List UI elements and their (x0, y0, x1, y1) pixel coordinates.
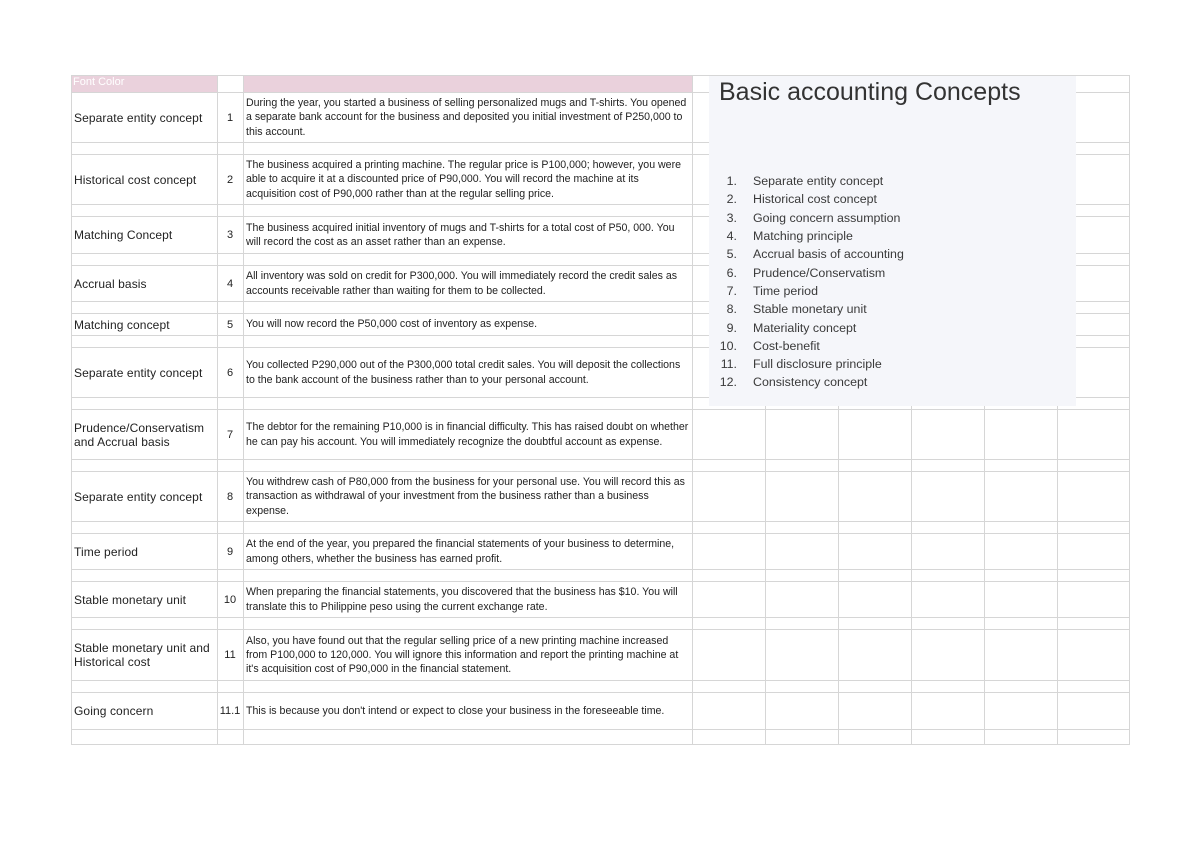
list-item (709, 172, 1076, 190)
row-line (71, 744, 1130, 745)
column-line (692, 75, 693, 745)
list-item-text: Accrual basis of accounting (753, 247, 904, 262)
list-item-number: 1. (726, 174, 737, 189)
list-item (709, 318, 1076, 336)
list-item-number: 10. (719, 338, 737, 353)
list-item (709, 227, 1076, 245)
list-item-text: Historical cost concept (753, 192, 877, 207)
number-cell[interactable]: 8 (226, 490, 234, 503)
list-item (709, 245, 1076, 263)
list-item (709, 337, 1076, 355)
number-cell[interactable]: 9 (226, 545, 234, 558)
concept-cell[interactable]: Going concern (74, 704, 154, 718)
list-item (709, 190, 1076, 208)
row-line (71, 680, 1130, 681)
number-cell[interactable]: 6 (226, 366, 234, 379)
list-item-number: 7. (726, 283, 737, 298)
concept-cell[interactable]: Prudence/Conservatism and Accrual basis (74, 420, 205, 449)
list-item-number: 11. (720, 357, 737, 372)
list-item-number: 5. (726, 247, 737, 262)
description-cell[interactable]: The business acquired a printing machine. The regular price is P100,000; however, you were able to acquire it at a discounted price of P90,000. You will record the machine at its acquisition cost of P90,000 rather than at the regular selling price. (246, 159, 681, 200)
list-item (709, 209, 1076, 227)
list-item-number: 8. (726, 302, 737, 317)
description-cell[interactable]: The debtor for the remaining P10,000 is in financial difficulty. This has raised doubt on whether he can pay his account. You will immediately recognize the doubtful account as expense. (246, 421, 689, 448)
concept-cell[interactable]: Historical cost concept (74, 172, 197, 187)
list-item-text: Full disclosure principle (753, 357, 882, 372)
list-item-text: Separate entity concept (753, 174, 884, 189)
column-line (1129, 75, 1130, 745)
header-cell-description[interactable] (244, 75, 692, 92)
header-label: Font Color (73, 76, 125, 88)
number-cell[interactable]: 7 (226, 428, 234, 441)
number-cell[interactable]: 4 (226, 277, 234, 290)
description-cell[interactable]: This is because you don't intend or expect to close your business in the foreseeable time. (246, 704, 665, 717)
list-item-number: 2. (726, 192, 737, 207)
description-cell[interactable]: All inventory was sold on credit for P300,000. You will immediately record the credit sales as accounts receivable rather than waiting for them to be collected. (246, 270, 678, 297)
list-item-text: Consistency concept (753, 375, 868, 390)
description-cell[interactable]: At the end of the year, you prepared the financial statements of your business to determine, among others, whether the business has earned profit. (246, 538, 675, 565)
description-cell[interactable]: When preparing the financial statements, you discovered that the business has $10. You will translate this to Philippine peso using the current exchange rate. (246, 586, 678, 613)
concepts-text-box[interactable] (709, 76, 1076, 406)
row-line (71, 521, 1130, 522)
description-cell[interactable]: You will now record the P50,000 cost of inventory as expense. (246, 318, 538, 331)
list-item-text: Cost-benefit (753, 338, 820, 353)
list-item (709, 300, 1076, 318)
list-item-text: Prudence/Conservatism (753, 265, 886, 280)
number-cell[interactable]: 11.1 (219, 705, 241, 717)
column-line (243, 75, 244, 745)
concept-cell[interactable]: Stable monetary unit and Historical cost (74, 641, 210, 669)
concept-cell[interactable]: Separate entity concept (74, 110, 203, 125)
list-item-number: 12. (719, 375, 737, 390)
concept-cell[interactable]: Time period (74, 544, 139, 559)
description-cell[interactable]: You collected P290,000 out of the P300,000 total credit sales. You will deposit the collections to the bank account of the business rather than to your personal account. (246, 359, 681, 386)
concept-cell[interactable]: Separate entity concept (74, 489, 203, 504)
list-item-text: Stable monetary unit (753, 302, 867, 317)
list-item-text: Going concern assumption (753, 210, 901, 225)
list-item-text: Time period (753, 283, 818, 298)
concept-cell[interactable]: Matching concept (74, 317, 170, 332)
number-cell[interactable]: 2 (226, 173, 234, 186)
list-item-number: 4. (726, 229, 737, 244)
row-line (71, 617, 1130, 618)
row-line (71, 459, 1130, 460)
list-item-text: Matching principle (753, 229, 853, 244)
description-cell[interactable]: The business acquired initial inventory of mugs and T-shirts for a total cost of P50, 000. You will record the cost as an asset rather than an expense. (246, 221, 675, 248)
number-cell[interactable]: 3 (226, 229, 234, 241)
list-item-number: 6. (726, 265, 737, 280)
row-line (71, 569, 1130, 570)
number-cell[interactable]: 5 (226, 318, 234, 331)
concept-cell[interactable]: Separate entity concept (74, 365, 203, 380)
concept-cell[interactable]: Stable monetary unit (74, 592, 187, 607)
list-item-number: 3. (726, 210, 737, 225)
concepts-title: Basic accounting Concepts (719, 78, 1021, 106)
list-item (709, 282, 1076, 300)
description-cell[interactable]: You withdrew cash of P80,000 from the business for your personal use. You will record this as transaction as withdrawal of your investment from the business rather than a business expense. (246, 476, 685, 517)
description-cell[interactable]: During the year, you started a business of selling personalized mugs and T-shirts. You opened a separate bank account for the business and deposited you initial investment of P250,000 to this account. (246, 97, 687, 138)
concepts-list (709, 172, 1076, 392)
number-cell[interactable]: 10 (223, 593, 237, 606)
number-cell[interactable]: 1 (226, 111, 234, 124)
list-item-number: 9. (726, 320, 737, 335)
concept-cell[interactable]: Accrual basis (74, 276, 147, 291)
list-item (709, 263, 1076, 281)
list-item (709, 355, 1076, 373)
column-line (71, 75, 72, 745)
description-cell[interactable]: Also, you have found out that the regular selling price of a new printing machine increased from P100,000 to 120,000. You will ignore this information and report the printing machine at it's acquisition cost of P90,000 in the financial statement. (246, 634, 679, 676)
list-item-text: Materiality concept (753, 320, 857, 335)
list-item (709, 373, 1076, 391)
number-cell[interactable]: 11 (224, 649, 236, 661)
row-line (71, 729, 1130, 730)
concept-cell[interactable]: Matching Concept (74, 228, 173, 242)
